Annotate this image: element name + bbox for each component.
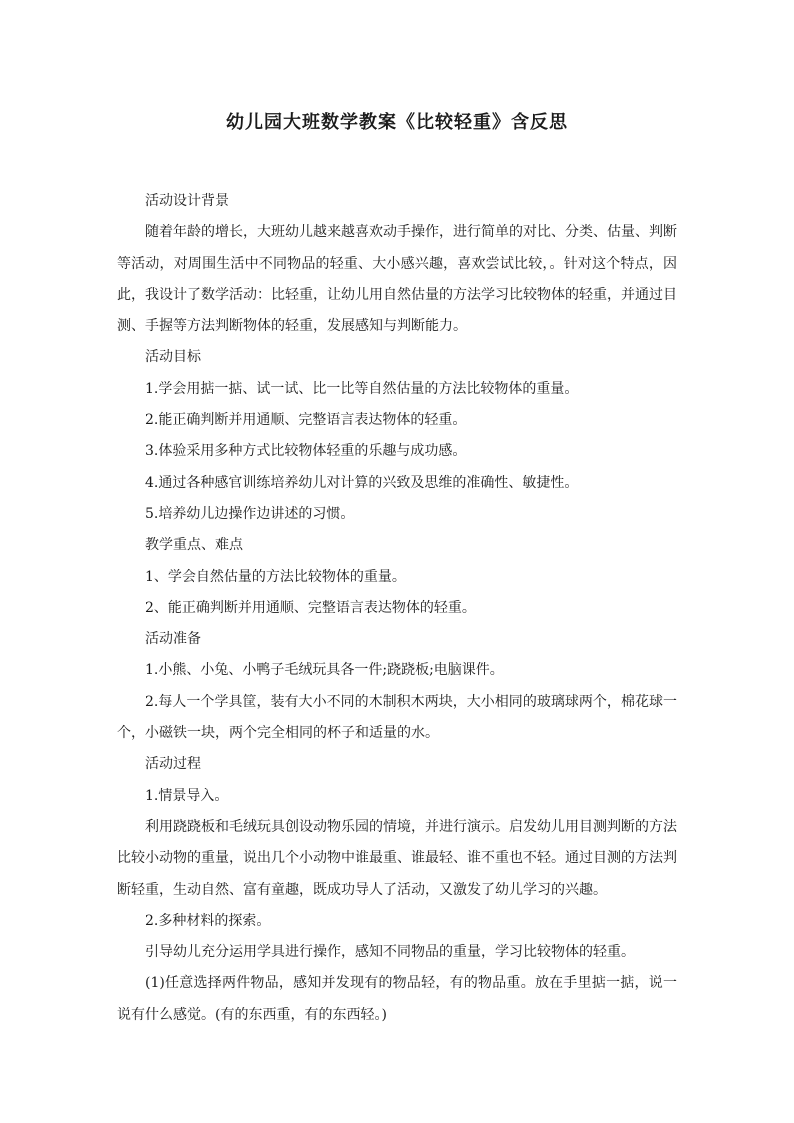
key-point-item-2: 2、能正确判断并用通顺、完整语言表达物体的轻重。 <box>145 599 476 616</box>
preparation-item-1: 1.小熊、小兔、小鸭子毛绒玩具各一件;跷跷板;电脑课件。 <box>145 662 504 679</box>
section-heading-process: 活动过程 <box>145 756 201 773</box>
goal-item-2: 2.能正确判断并用通顺、完整语言表达物体的轻重。 <box>145 412 467 429</box>
process-step-2-sub-1: (1)任意选择两件物品，感知并发现有的物品轻，有的物品重。放在手里掂一掂，说一说有什么感觉。(有的东西重，有的东西轻。) <box>117 975 677 1023</box>
key-point-item-1: 1、学会自然估量的方法比较物体的重量。 <box>145 568 406 585</box>
section-heading-key-points: 教学重点、难点 <box>145 537 243 554</box>
process-step-1-paragraph: 利用跷跷板和毛绒玩具创设动物乐园的情境，并进行演示。启发幼儿用目测判断的方法比较小动物的重量，说出几个小动物中谁最重、谁最轻、谁不重也不轻。通过目测的方法判断轻重，生动自然、富有童趣，既成功导人了活动，又激发了幼儿学习的兴趣。 <box>117 818 677 898</box>
process-step-1: 1.情景导入。 <box>145 787 229 804</box>
document-body <box>117 186 677 1031</box>
goal-item-5: 5.培养幼儿边操作边讲述的习惯。 <box>145 505 355 522</box>
section-heading-preparation: 活动准备 <box>145 631 201 648</box>
document-title: 幼儿园大班数学教案《比较轻重》含反思 <box>226 112 568 133</box>
goal-item-1: 1.学会用掂一掂、试一试、比一比等自然估量的方法比较物体的重量。 <box>145 380 579 397</box>
process-step-2: 2.多种材料的探索。 <box>145 912 271 929</box>
section-heading-background: 活动设计背景 <box>145 193 229 209</box>
section-heading-goals: 活动目标 <box>145 349 201 366</box>
goal-item-3: 3.体验采用多种方式比较物体轻重的乐趣与成功感。 <box>145 443 467 460</box>
document-page <box>117 108 677 1031</box>
process-step-2-paragraph: 引导幼儿充分运用学具进行操作，感知不同物品的重量，学习比较物体的轻重。 <box>145 944 635 961</box>
preparation-item-2: 2.每人一个学具筐，装有大小不同的木制积木两块，大小相同的玻璃球两个，棉花球一个，小磁铁一块，两个完全相同的杯子和适量的水。 <box>117 693 677 742</box>
goal-item-4: 4.通过各种感官训练培养幼儿对计算的兴致及思维的准确性、敏捷性。 <box>145 474 579 491</box>
background-paragraph: 随着年龄的增长，大班幼儿越来越喜欢动手操作，进行简单的对比、分类、估量、判断等活动，对周围生活中不同物品的轻重、大小感兴趣，喜欢尝试比较，。针对这个特点，因此，我设计了数学活动：比轻重，让幼儿用自然估量的方法学习比较物体的轻重，并通过目测、手握等方法判断物体的轻重，发展感知与判断能力。 <box>117 224 677 335</box>
